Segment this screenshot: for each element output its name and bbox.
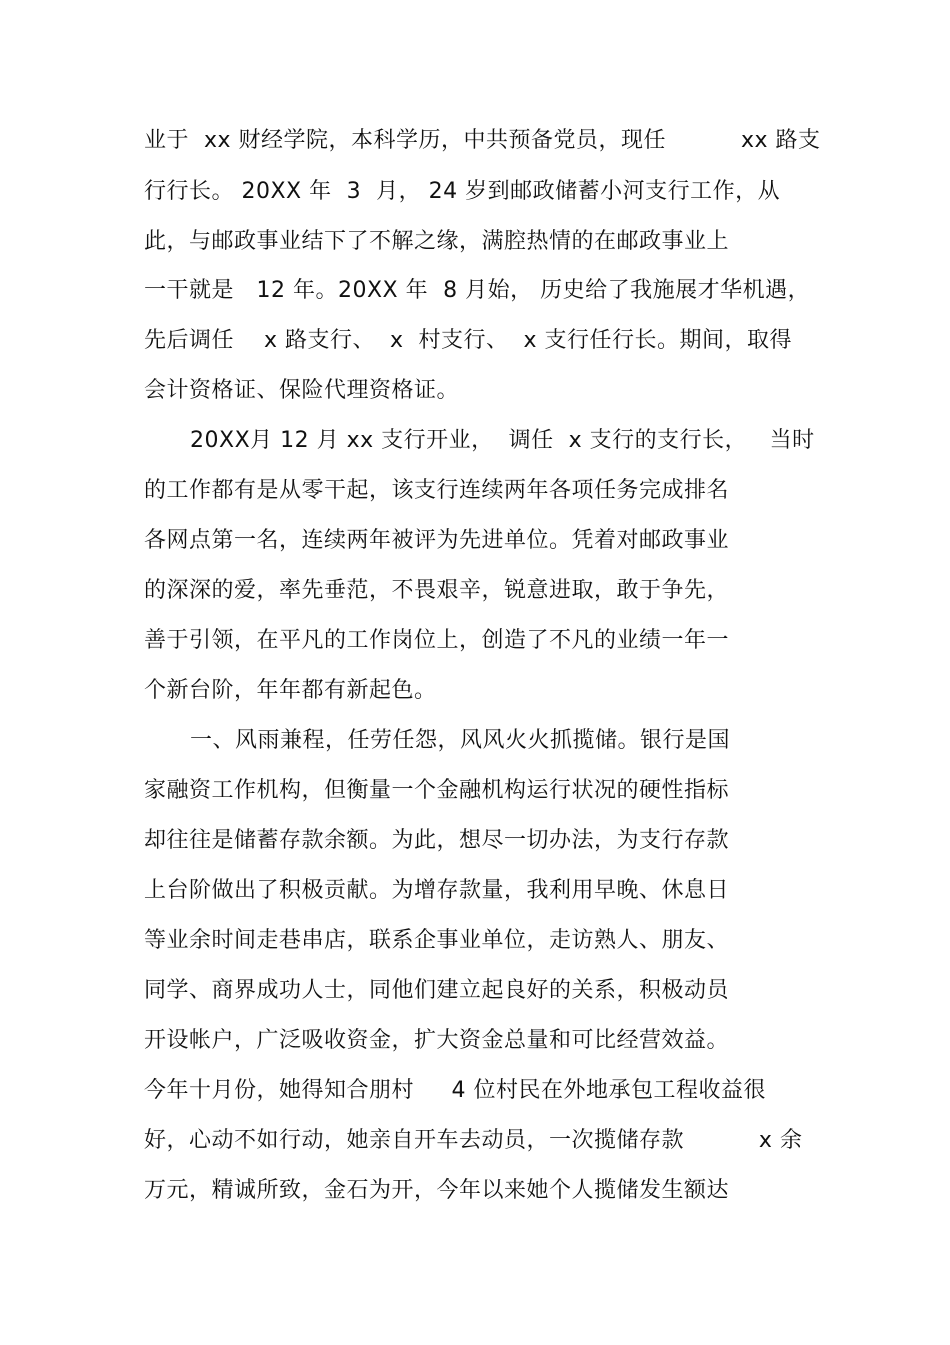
text-line: 20XX月 12 月 xx 支行开业， 调任 x 支行的支行长， 当时 (190, 428, 815, 453)
text-line: 开设帐户，广泛吸收资金，扩大资金总量和可比经营效益。 (144, 1028, 730, 1053)
text-line: 上台阶做出了积极贡献。为增存款量，我利用早晚、休息日 (144, 878, 730, 903)
text-line: 个新台阶，年年都有新起色。 (144, 678, 437, 703)
text-line: 等业余时间走巷串店，联系企事业单位，走访熟人、朋友、 (144, 928, 730, 953)
text-line: 先后调任 x 路支行、 x 村支行、 x 支行任行长。期间，取得 (144, 328, 792, 353)
text-line: 善于引领，在平凡的工作岗位上，创造了不凡的业绩一年一 (144, 628, 730, 653)
text-line: 一、风雨兼程，任劳任怨，风风火火抓揽储。银行是国 (190, 728, 731, 753)
text-line: 今年十月份，她得知合朋村 4 位村民在外地承包工程收益很 (144, 1078, 766, 1103)
text-line: 此，与邮政事业结下了不解之缘，满腔热情的在邮政事业上 (144, 229, 730, 254)
text-line: 行行长。 20XX 年 3 月， 24 岁到邮政储蓄小河支行工作，从 (144, 179, 781, 204)
text-line: 一干就是 12 年。20XX 年 8 月始， 历史给了我施展才华机遇， (144, 278, 811, 303)
text-line: 同学、商界成功人士，同他们建立起良好的关系，积极动员 (144, 978, 730, 1003)
text-line: 会计资格证、保险代理资格证。 (144, 378, 460, 403)
text-line: 各网点第一名，连续两年被评为先进单位。凭着对邮政事业 (144, 528, 730, 553)
text-line: 却往往是储蓄存款余额。为此，想尽一切办法，为支行存款 (144, 828, 730, 853)
text-line: 的深深的爱，率先垂范，不畏艰辛，锐意进取，敢于争先， (144, 578, 730, 603)
text-line: 万元，精诚所致，金石为开，今年以来她个人揽储发生额达 (144, 1178, 730, 1203)
text-line: 家融资工作机构，但衡量一个金融机构运行状况的硬性指标 (144, 778, 730, 803)
text-line: 好，心动不如行动，她亲自开车去动员，一次揽储存款 x 余 (144, 1128, 803, 1153)
text-line: 业于 xx 财经学院，本科学历，中共预备党员，现任 xx 路支 (144, 128, 821, 153)
text-line: 的工作都有是从零干起，该支行连续两年各项任务完成排名 (144, 478, 730, 503)
